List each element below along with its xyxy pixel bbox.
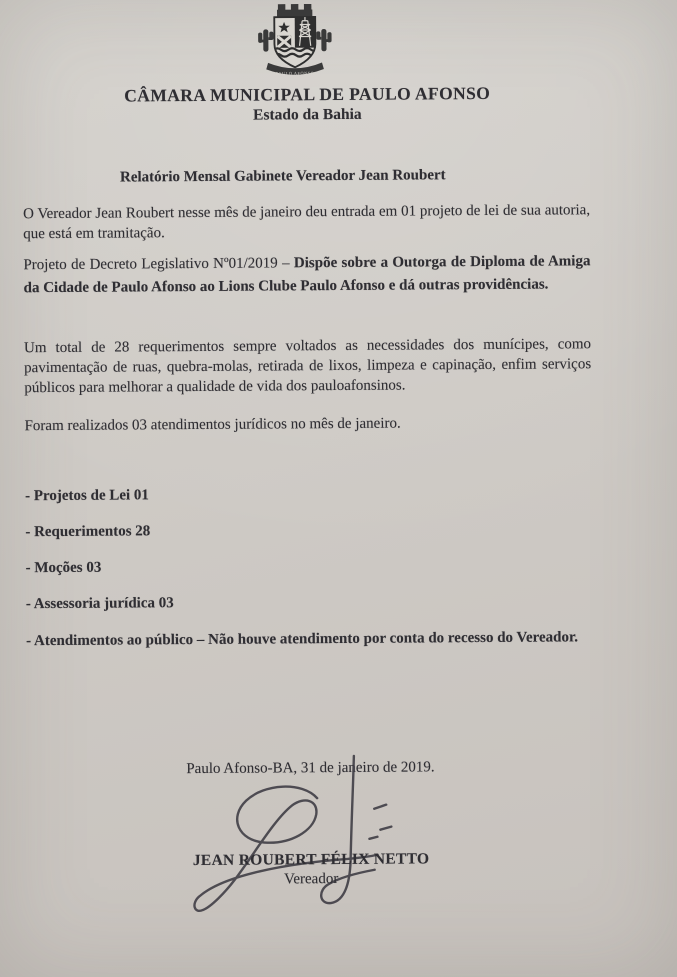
crest-crown-icon [277, 4, 312, 17]
crest-right-field [295, 17, 316, 48]
paragraph-legal-services: Foram realizados 03 atendimentos jurídicos no mês de janeiro. [24, 415, 401, 435]
org-subtitle: Estado da Bahia [253, 105, 362, 124]
crest-banner-text: PAULO AFONSO [275, 70, 315, 76]
summary-item-projetos-de-lei: - Projetos de Lei 01 [24, 487, 149, 505]
summary-item-atendimentos-publico: - Atendimentos ao público – Não houve atendimento por conta do recesso do Vereador. [26, 629, 579, 650]
crest-cactus-right-icon [316, 29, 331, 51]
paragraph-decree [23, 250, 590, 300]
signer-name: JEAN ROUBERT FÉLIX NETTO [192, 850, 430, 870]
crest-saltire-icon [277, 36, 291, 48]
paragraph-intro: O Vereador Jean Roubert nesse mês de janeiro deu entrada em 01 projeto de lei de sua autoria, que está em tramitação. [23, 202, 591, 243]
summary-item-assessoria-juridica: - Assessoria jurídica 03 [25, 595, 174, 613]
org-name: CÂMARA MUNICIPAL DE PAULO AFONSO [124, 82, 491, 106]
paragraph-requests: Um total de 28 requerimentos sempre voltados as necessidades dos munícipes, como pavimentação de ruas, quebra-molas, retirada de lixos, limpeza e capinação, enfim serviços públicos para melhorar a qualidade de vida dos pauloafonsinos. [23, 336, 592, 397]
dateline: Paulo Afonso-BA, 31 de janeiro de 2019. [186, 759, 435, 778]
crest-cactus-left-icon [258, 29, 273, 51]
summary-list [25, 482, 593, 653]
summary-item-mocoes: - Moções 03 [25, 559, 102, 577]
signer-title: Vereador [284, 871, 339, 888]
document-title: Relatório Mensal Gabinete Vereador Jean Roubert [119, 167, 446, 186]
decree-subject: Dispõe sobre a Outorga de Diploma de Amiga da Cidade de Paulo Afonso ao Lions Clube Paulo Afonso e dá outras providências. [23, 253, 591, 297]
decree-prefix: Projeto de Decreto Legislativo Nº01/2019 – [23, 255, 294, 274]
summary-item-requerimentos: - Requerimentos 28 [25, 523, 151, 541]
municipal-crest-icon [253, 1, 338, 81]
